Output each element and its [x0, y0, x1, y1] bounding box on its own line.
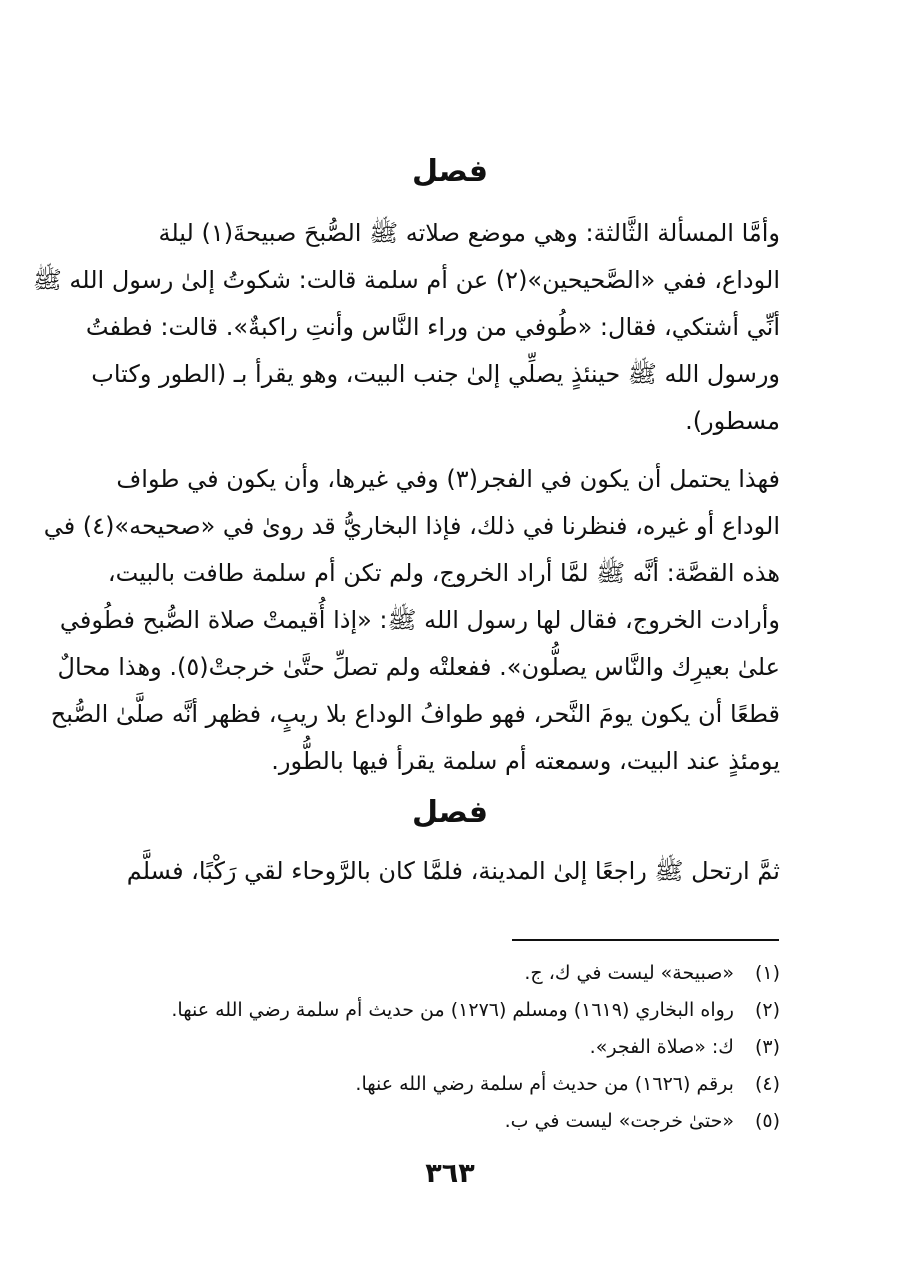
text-line: الوداع، ففي «الصَّحيحين»(٢) عن أم سلمة قالت: شكوتُ إلىٰ رسول الله ﷺ: [32, 266, 780, 294]
footnote-number: (٤): [754, 1073, 780, 1095]
paragraph-2: [43, 456, 780, 785]
footnote-text: «حتىٰ خرجت» ليست في ب.: [504, 1110, 734, 1132]
text-line: فهذا يحتمل أن يكون في الفجر(٣) وفي غيرها، وأن يكون في طواف: [116, 465, 780, 493]
footnote-separator: [512, 939, 779, 941]
text-line: علىٰ بعيرِك والنَّاس يصلُّون». ففعلتْه ولم تصلِّ حتَّىٰ خرجتْ(٥). وهذا محالٌ: [57, 653, 780, 681]
footnote-item: [120, 955, 780, 992]
text-line: أنِّي أشتكي، فقال: «طُوفي من وراء النَّاس وأنتِ راكبةٌ». قالت: فطفتُ: [85, 313, 780, 341]
page-number: ٣٦٣: [425, 1158, 475, 1189]
text-line: ثمَّ ارتحل ﷺ راجعًا إلىٰ المدينة، فلمَّا كان بالرَّوحاء لقي رَكْبًا، فسلَّم: [126, 857, 780, 885]
footnote-number: (٥): [754, 1110, 780, 1132]
footnote-text: «صبيحة» ليست في ك، ج.: [524, 962, 734, 984]
footnote-text: ك: «صلاة الفجر».: [589, 1036, 734, 1058]
footnote-item: [120, 1103, 780, 1140]
section-heading-2: فصل: [412, 795, 488, 830]
text-line: وأمَّا المسألة الثَّالثة: وهي موضع صلاته ﷺ الصُّبحَ صبيحةَ(١) ليلة: [158, 219, 780, 247]
footnote-text: برقم (١٦٢٦) من حديث أم سلمة رضي الله عنها.: [355, 1073, 734, 1095]
paragraph-3: [120, 848, 780, 895]
text-line: مسطور).: [685, 407, 780, 435]
footnote-text: رواه البخاري (١٦١٩) ومسلم (١٢٧٦) من حديث أم سلمة رضي الله عنها.: [171, 999, 734, 1021]
text-line: قطعًا أن يكون يومَ النَّحر، فهو طوافُ الوداع بلا ريبٍ، فظهر أنَّه صلَّىٰ الصُّبح: [50, 700, 780, 728]
paragraph-1: [32, 210, 780, 445]
text-line: ورسول الله ﷺ حينئذٍ يصلِّي إلىٰ جنب البيت، وهو يقرأ بـ (الطور وكتاب: [91, 360, 780, 388]
footnote-item: [120, 1066, 780, 1103]
text-line: يومئذٍ عند البيت، وسمعته أم سلمة يقرأ فيها بالطُّور.: [271, 747, 780, 775]
footnotes: [120, 955, 780, 1140]
footnote-item: [120, 992, 780, 1029]
text-line: وأرادت الخروج، فقال لها رسول الله ﷺ: «إذا أُقيمتْ صلاة الصُّبح فطُوفي: [59, 606, 780, 634]
text-line: الوداع أو غيره، فنظرنا في ذلك، فإذا البخاريُّ قد روىٰ في «صحيحه»(٤) في: [43, 512, 780, 540]
text-line: هذه القصَّة: أنَّه ﷺ لمَّا أراد الخروج، ولم تكن أم سلمة طافت بالبيت،: [107, 559, 780, 587]
footnote-number: (٣): [754, 1036, 780, 1058]
section-heading-1: فصل: [412, 154, 488, 189]
footnote-item: [120, 1029, 780, 1066]
footnote-number: (١): [754, 962, 780, 984]
footnote-number: (٢): [754, 999, 780, 1021]
